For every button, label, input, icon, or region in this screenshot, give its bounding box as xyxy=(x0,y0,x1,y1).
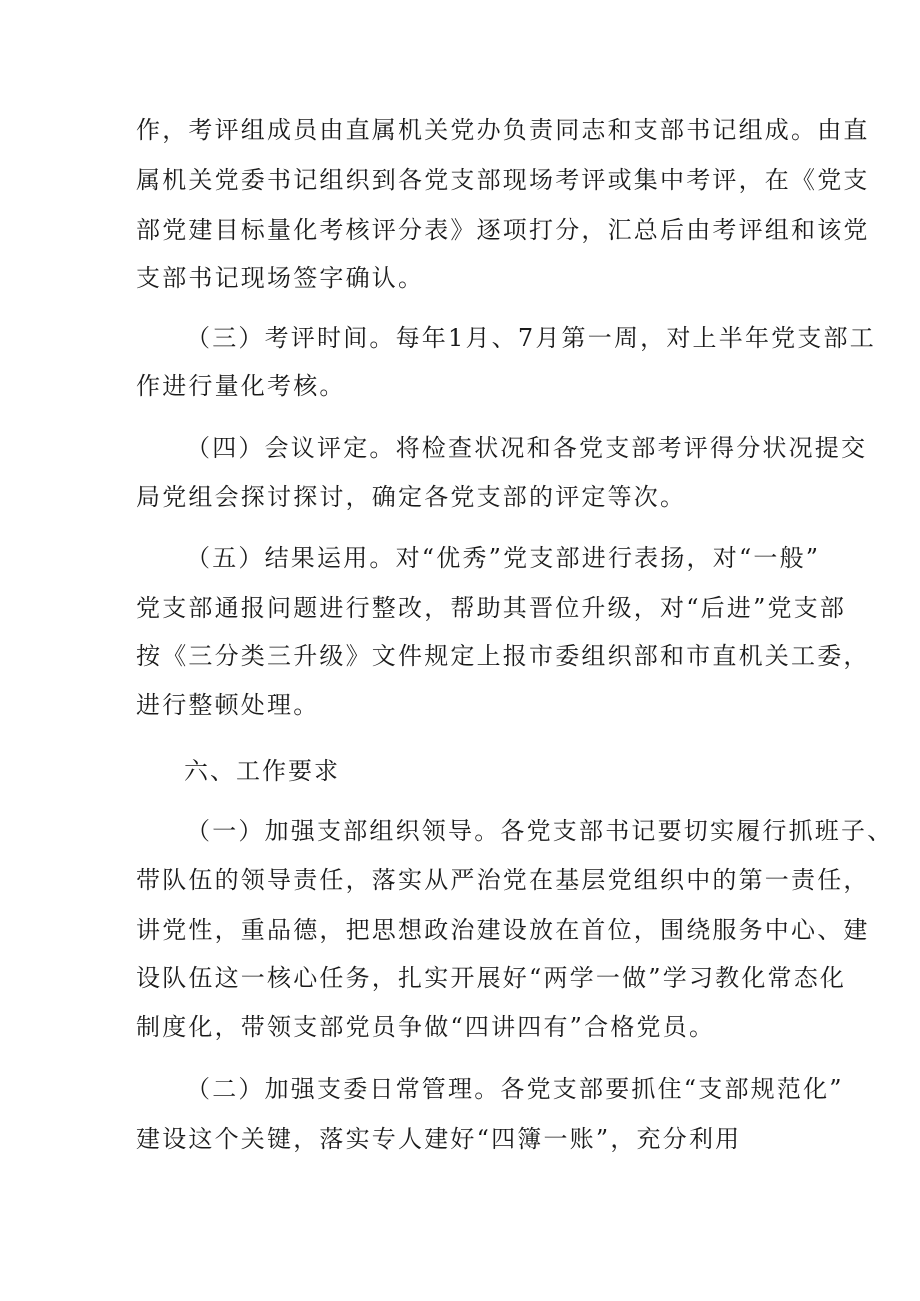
paragraph-line: （一）加强支部组织领导。各党支部书记要切实履行抓班子、 xyxy=(186,817,894,845)
paragraph-line: 制度化，带领支部党员争做“四讲四有”合格党员。 xyxy=(136,1013,716,1041)
paragraph-line: （三）考评时间。每年1月、7月第一周，对上半年党支部工 xyxy=(186,324,876,352)
paragraph-line: 按《三分类三升级》文件规定上报市委组织部和市直机关工委， xyxy=(136,642,870,670)
paragraph-line: 建设这个关键，落实专人建好“四簿一账”，充分利用 xyxy=(136,1125,742,1153)
paragraph-line: （四）会议评定。将检查状况和各党支部考评得分状况提交 xyxy=(186,434,868,462)
paragraph-line: 党支部通报问题进行整改，帮助其晋位升级，对“后进”党支部 xyxy=(136,594,847,622)
paragraph-line: 部党建目标量化考核评分表》逐项打分，汇总后由考评组和该党 xyxy=(136,216,870,244)
paragraph-line: 进行整顿处理。 xyxy=(136,691,320,719)
paragraph-line: 设队伍这一核心任务，扎实开展好“两学一做”学习教化常态化 xyxy=(136,964,847,992)
paragraph-line: （二）加强支委日常管理。各党支部要抓住“支部规范化” xyxy=(186,1075,844,1103)
paragraph-line: 作进行量化考核。 xyxy=(136,372,346,400)
paragraph-line: 讲党性，重品德，把思想政治建设放在首位，围绕服务中心、建 xyxy=(136,916,870,944)
paragraph-line: 支部书记现场签字确认。 xyxy=(136,264,425,292)
paragraph-line: （五）结果运用。对“优秀”党支部进行表扬，对“一般” xyxy=(186,544,821,572)
paragraph-line: 作，考评组成员由直属机关党办负责同志和支部书记组成。由直 xyxy=(136,116,870,144)
paragraph-line: 属机关党委书记组织到各党支部现场考评或集中考评，在《党支 xyxy=(136,166,870,194)
section-heading: 六、工作要求 xyxy=(184,757,340,785)
paragraph-line: 局党组会探讨探讨，确定各党支部的评定等次。 xyxy=(136,483,687,511)
paragraph-line: 带队伍的领导责任，落实从严治党在基层党组织中的第一责任， xyxy=(136,866,870,894)
